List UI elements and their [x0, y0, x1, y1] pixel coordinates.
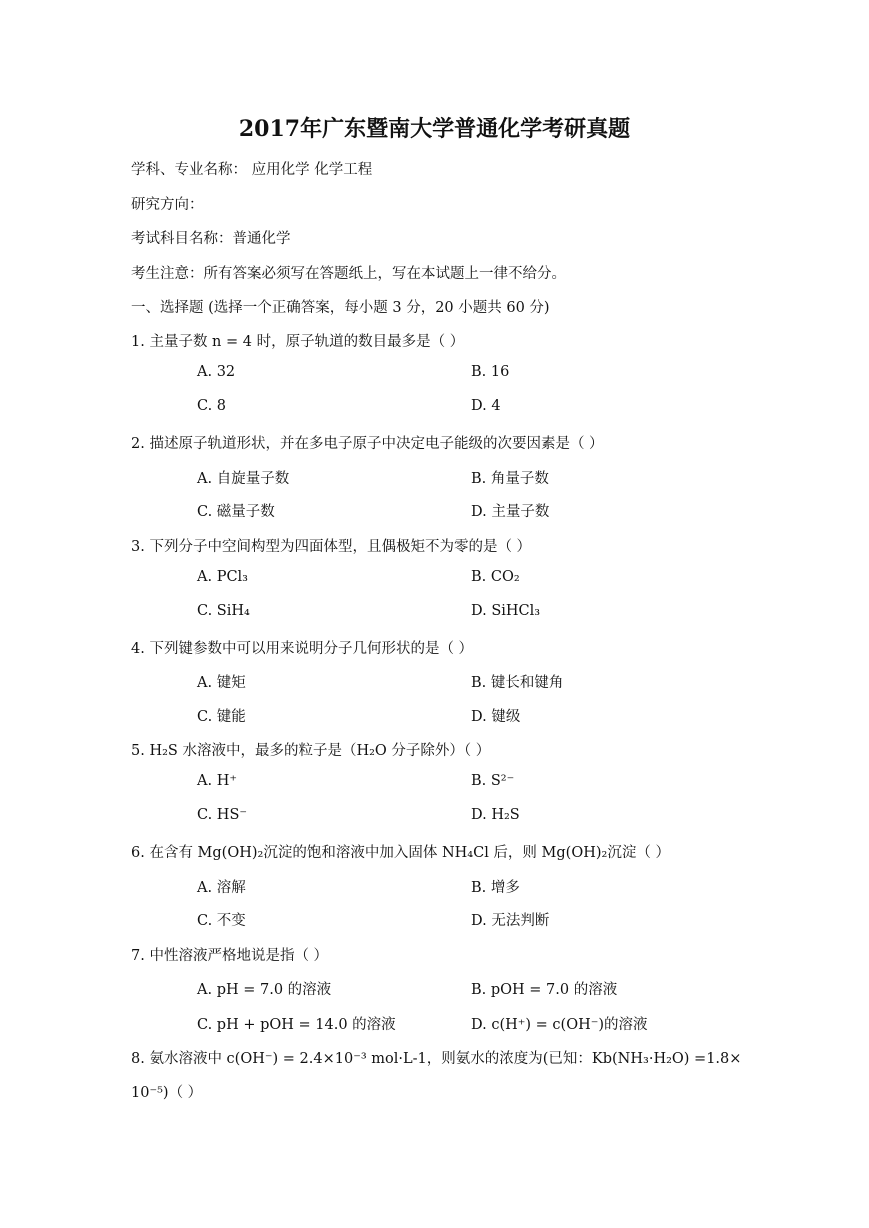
question-stem: 2. 描述原子轨道形状，并在多电子原子中决定电子能级的次要因素是（ ）: [131, 436, 604, 452]
subject-line: 学科、专业名称： 应用化学 化学工程: [131, 162, 373, 178]
option-d: D. 无法判断: [471, 913, 550, 929]
exam-name-line: 考试科目名称：普通化学: [131, 231, 291, 247]
question-stem: 4. 下列键参数中可以用来说明分子几何形状的是（ ）: [131, 641, 474, 657]
option-b: B. 16: [471, 364, 510, 380]
question-stem: 8. 氨水溶液中 c(OH⁻) = 2.4×10⁻³ mol·L-1，则氨水的浓度为(已知：Kb(NH₃·H₂O) =1.8×: [131, 1051, 742, 1067]
option-a: A. H⁺: [197, 773, 237, 789]
option-a: A. 自旋量子数: [197, 471, 290, 487]
option-d: D. SiHCl₃: [471, 603, 541, 619]
option-d: D. c(H⁺) = c(OH⁻)的溶液: [471, 1017, 648, 1033]
direction-line: 研究方向：: [131, 197, 204, 213]
option-d: D. 键级: [471, 709, 521, 725]
question-stem-continued: 10⁻⁵)（ ）: [131, 1085, 203, 1101]
option-b: B. CO₂: [471, 569, 520, 585]
option-d: D. 4: [471, 398, 501, 414]
option-c: C. 8: [197, 398, 227, 414]
option-a: A. PCl₃: [197, 569, 248, 585]
option-b: B. pOH = 7.0 的溶液: [471, 982, 618, 998]
option-a: A. 键矩: [197, 675, 246, 691]
page-title: 2017年广东暨南大学普通化学考研真题: [238, 116, 631, 142]
question-stem: 3. 下列分子中空间构型为四面体型，且偶极矩不为零的是（ ）: [131, 539, 532, 555]
option-b: B. 增多: [471, 880, 520, 896]
question-stem: 7. 中性溶液严格地说是指（ ）: [131, 948, 329, 964]
option-b: B. 角量子数: [471, 471, 549, 487]
section-title: 一、选择题 (选择一个正确答案，每小题 3 分，20 小题共 60 分): [131, 300, 550, 316]
option-d: D. 主量子数: [471, 504, 550, 520]
question-stem: 6. 在含有 Mg(OH)₂沉淀的饱和溶液中加入固体 NH₄Cl 后，则 Mg(OH)₂沉淀（ ）: [131, 845, 670, 861]
option-a: A. 32: [197, 364, 236, 380]
option-d: D. H₂S: [471, 807, 520, 823]
option-c: C. 键能: [197, 709, 246, 725]
notice-line: 考生注意：所有答案必须写在答题纸上，写在本试题上一律不给分。: [131, 266, 566, 282]
question-stem: 5. H₂S 水溶液中，最多的粒子是（H₂O 分子除外）（ ）: [131, 743, 491, 759]
option-b: B. 键长和键角: [471, 675, 564, 691]
option-b: B. S²⁻: [471, 773, 515, 789]
option-c: C. 不变: [197, 913, 246, 929]
option-c: C. HS⁻: [197, 807, 248, 823]
option-a: A. 溶解: [197, 880, 246, 896]
option-c: C. pH + pOH = 14.0 的溶液: [197, 1017, 396, 1033]
option-c: C. 磁量子数: [197, 504, 275, 520]
question-stem: 1. 主量子数 n = 4 时，原子轨道的数目最多是（ ）: [131, 334, 465, 350]
option-c: C. SiH₄: [197, 603, 250, 619]
option-a: A. pH = 7.0 的溶液: [197, 982, 332, 998]
